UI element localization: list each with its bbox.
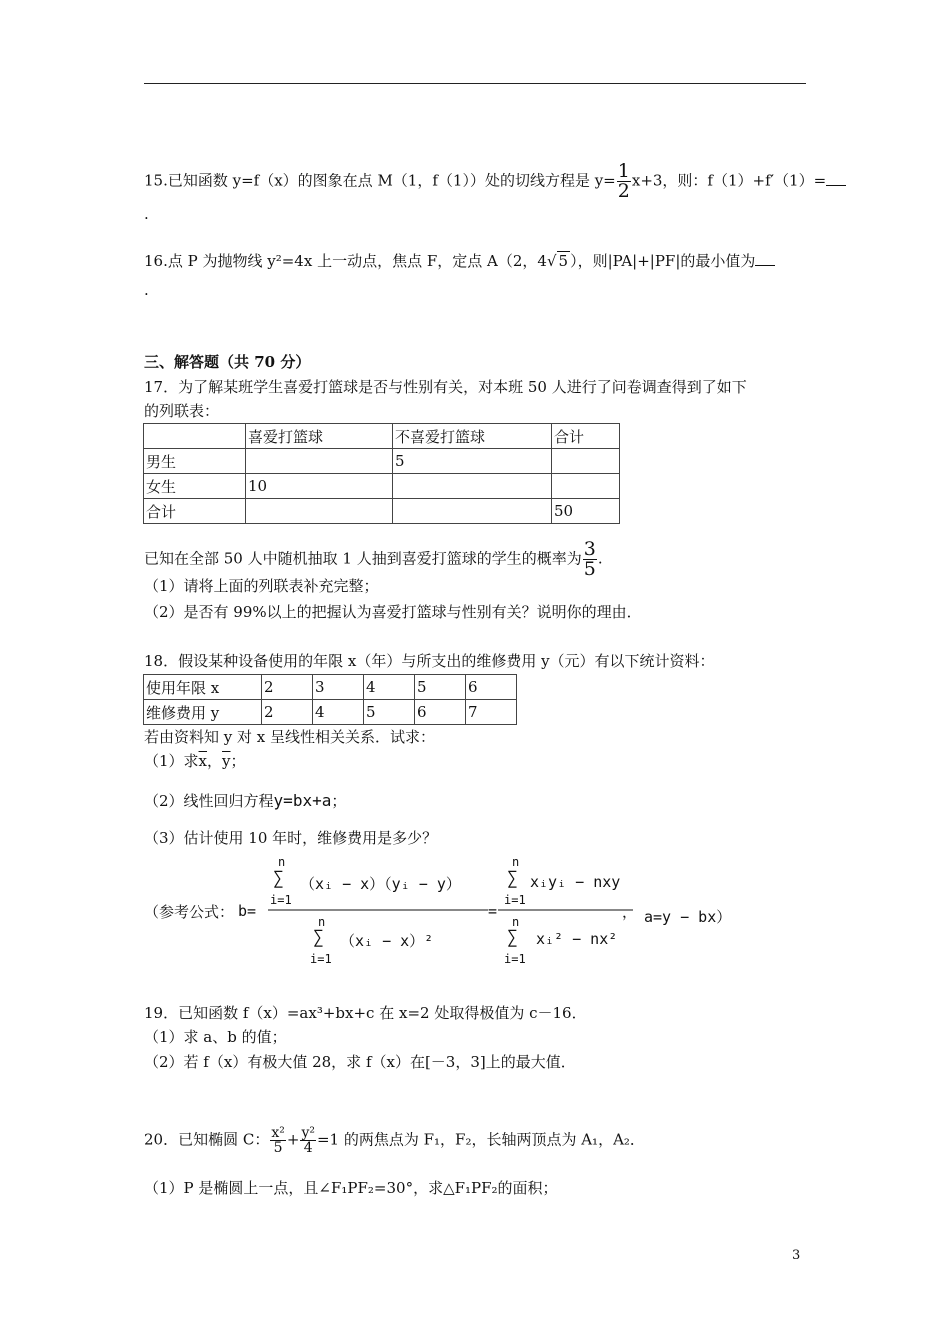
- sum-upper-2: n: [318, 915, 326, 929]
- q18-line2: 若由资料知 y 对 x 呈线性相关关系．试求：: [144, 728, 436, 746]
- q18-sub1-label: （1）求: [144, 752, 199, 770]
- sum-upper-4: n: [512, 915, 520, 929]
- q20-frac1-den: 5: [273, 1140, 283, 1156]
- table-cell: 5: [364, 700, 415, 725]
- q15-text-b: x+3，则：f（1）+f′（1）=: [631, 171, 827, 190]
- table-cell: [393, 474, 552, 499]
- table-cell: 10: [246, 474, 393, 499]
- q18-sub2-label: （2）线性回归方程: [144, 792, 274, 810]
- q17-line2: 的列联表：: [144, 402, 220, 420]
- table-cell: 6: [415, 700, 466, 725]
- table-row: [144, 700, 517, 725]
- sum-lower-1: i=1: [270, 893, 292, 907]
- q15-fraction: [617, 162, 631, 201]
- table-cell: 不喜爱打篮球: [393, 424, 552, 449]
- table-cell: [246, 499, 393, 524]
- q20-frac2-num: y²: [301, 1125, 315, 1141]
- sigma-icon: ∑: [273, 868, 284, 889]
- q16-text: 16.点 P 为抛物线 y²=4x 上一动点，焦点 F，定点 A（2，4: [144, 252, 547, 270]
- table-cell: 6: [466, 675, 517, 700]
- q17-sub1: （1）请将上面的列联表补充完整；: [144, 577, 379, 595]
- question-16: [144, 251, 775, 271]
- formula-equals: =: [488, 902, 498, 920]
- q18-sub2-end: ；: [331, 792, 347, 810]
- q15-frac-den: 2: [617, 180, 630, 202]
- table-cell: 50: [552, 499, 620, 524]
- q16-text-b: ），则|PA|+|PF|的最小值为: [570, 252, 756, 270]
- question-15: [144, 162, 846, 201]
- question-20: [144, 1126, 645, 1155]
- q18-sub1: [144, 751, 246, 771]
- table-row: [144, 449, 620, 474]
- q20-fraction-y: [300, 1126, 316, 1155]
- q17-prob-tail: .: [597, 549, 603, 568]
- sqrt-icon: √: [546, 252, 557, 270]
- q15-answer-blank: [826, 171, 846, 186]
- q17-probability: [144, 540, 603, 579]
- sum-lower-3: i=1: [504, 893, 526, 907]
- q16-sqrt-value: 5: [558, 252, 569, 270]
- sigma-icon: ∑: [507, 927, 518, 948]
- table-cell: 合计: [144, 499, 246, 524]
- q19-line1: 19．已知函数 f（x）=ax³+bx+c 在 x=2 处取得极值为 c－16．: [144, 1004, 587, 1022]
- table-cell: 5: [393, 449, 552, 474]
- table-cell: 5: [415, 675, 466, 700]
- formula-den-1: （xᵢ − x）²: [340, 932, 434, 950]
- sigma-icon: ∑: [507, 868, 518, 889]
- table-cell: 3: [313, 675, 364, 700]
- formula-den-2: xᵢ² − nx²: [536, 930, 618, 948]
- table-row: [144, 474, 620, 499]
- q18-sub1-sep: ，: [207, 752, 223, 770]
- q17-prob-fraction: [583, 540, 597, 579]
- sigma-icon: ∑: [313, 927, 324, 948]
- q20-fraction-x: [270, 1126, 286, 1155]
- q18-sub1-end: ；: [230, 752, 246, 770]
- table-cell: [552, 474, 620, 499]
- table-cell: 女生: [144, 474, 246, 499]
- table-cell: 2: [262, 675, 313, 700]
- q18-data-table: [143, 674, 517, 725]
- table-cell: 4: [364, 675, 415, 700]
- ref-label: （参考公式：: [144, 903, 235, 921]
- table-cell: 4: [313, 700, 364, 725]
- q19-sub2: （2）若 f（x）有极大值 28，求 f（x）在[－3，3]上的最大值．: [144, 1053, 576, 1071]
- q17-line1: 17．为了解某班学生喜爱打篮球是否与性别有关，对本班 50 人进行了问卷调查得到了如下: [144, 378, 747, 396]
- table-cell: 男生: [144, 449, 246, 474]
- table-cell: 7: [466, 700, 517, 725]
- table-cell: [552, 449, 620, 474]
- table-row: [144, 499, 620, 524]
- formula-comma: ，: [622, 903, 638, 921]
- section-title: 三、解答题（共 70 分）: [144, 353, 311, 371]
- sum-lower-4: i=1: [504, 952, 526, 966]
- q20-text: 20．已知椭圆 C：: [144, 1130, 270, 1149]
- q15-text: 15.已知函数 y=f（x）的图象在点 M（1，f（1））处的切线方程是 y=: [144, 171, 616, 190]
- table-cell: 合计: [552, 424, 620, 449]
- formula-num-1: （xᵢ − x）（yᵢ − y）: [300, 875, 461, 893]
- q17-contingency-table: [143, 423, 620, 524]
- table-cell: 2: [262, 700, 313, 725]
- q17-sub2: （2）是否有 99%以上的把握认为喜爱打篮球与性别有关？说明你的理由．: [144, 603, 642, 621]
- q20-frac1-num: x²: [271, 1125, 285, 1141]
- table-cell: 喜爱打篮球: [246, 424, 393, 449]
- q19-sub1: （1）求 a、b 的值；: [144, 1028, 287, 1046]
- q18-line1: 18．假设某种设备使用的年限 x（年）与所支出的维修费用 y（元）有以下统计资料：: [144, 652, 715, 670]
- q15-tail: .: [144, 205, 149, 223]
- q17-prob-text: 已知在全部 50 人中随机抽取 1 人抽到喜爱打篮球的学生的概率为: [144, 549, 582, 568]
- q18-sub2: [144, 791, 346, 811]
- table-cell: [144, 424, 246, 449]
- q18-sub3: （3）估计使用 10 年时，维修费用是多少？: [144, 829, 438, 847]
- formula-a-hat: a=y − bx）: [644, 908, 732, 926]
- table-row: [144, 424, 620, 449]
- q15-frac-num: 1: [617, 160, 630, 182]
- sum-upper-3: n: [512, 855, 520, 869]
- table-row: [144, 675, 517, 700]
- table-cell: 维修费用 y: [144, 700, 262, 725]
- q20-plus: +: [286, 1130, 300, 1149]
- y-bar: $\overline{y}$: [222, 752, 231, 770]
- x-bar: $\overline{x}$: [198, 752, 208, 770]
- q20-sub1: （1）P 是椭圆上一点，且∠F₁PF₂=30°，求△F₁PF₂的面积；: [144, 1179, 558, 1197]
- q20-frac2-den: 4: [303, 1140, 313, 1156]
- formula-num-2: xᵢyᵢ − nxy: [530, 873, 621, 891]
- regression-equation: y=bx+a: [273, 791, 332, 810]
- q16-tail: .: [144, 281, 149, 299]
- ref-b-hat: b=: [238, 902, 257, 920]
- header-rule: [144, 83, 806, 84]
- sum-upper-1: n: [278, 855, 286, 869]
- q17-frac-den: 5: [583, 558, 596, 580]
- sum-lower-2: i=1: [310, 952, 332, 966]
- table-cell: 使用年限 x: [144, 675, 262, 700]
- q16-answer-blank: [755, 251, 775, 266]
- q17-frac-num: 3: [583, 538, 596, 560]
- table-cell: [246, 449, 393, 474]
- page-number: 3: [792, 1248, 801, 1263]
- table-cell: [393, 499, 552, 524]
- q20-text-b: =1 的两焦点为 F₁，F₂，长轴两顶点为 A₁，A₂．: [316, 1130, 645, 1149]
